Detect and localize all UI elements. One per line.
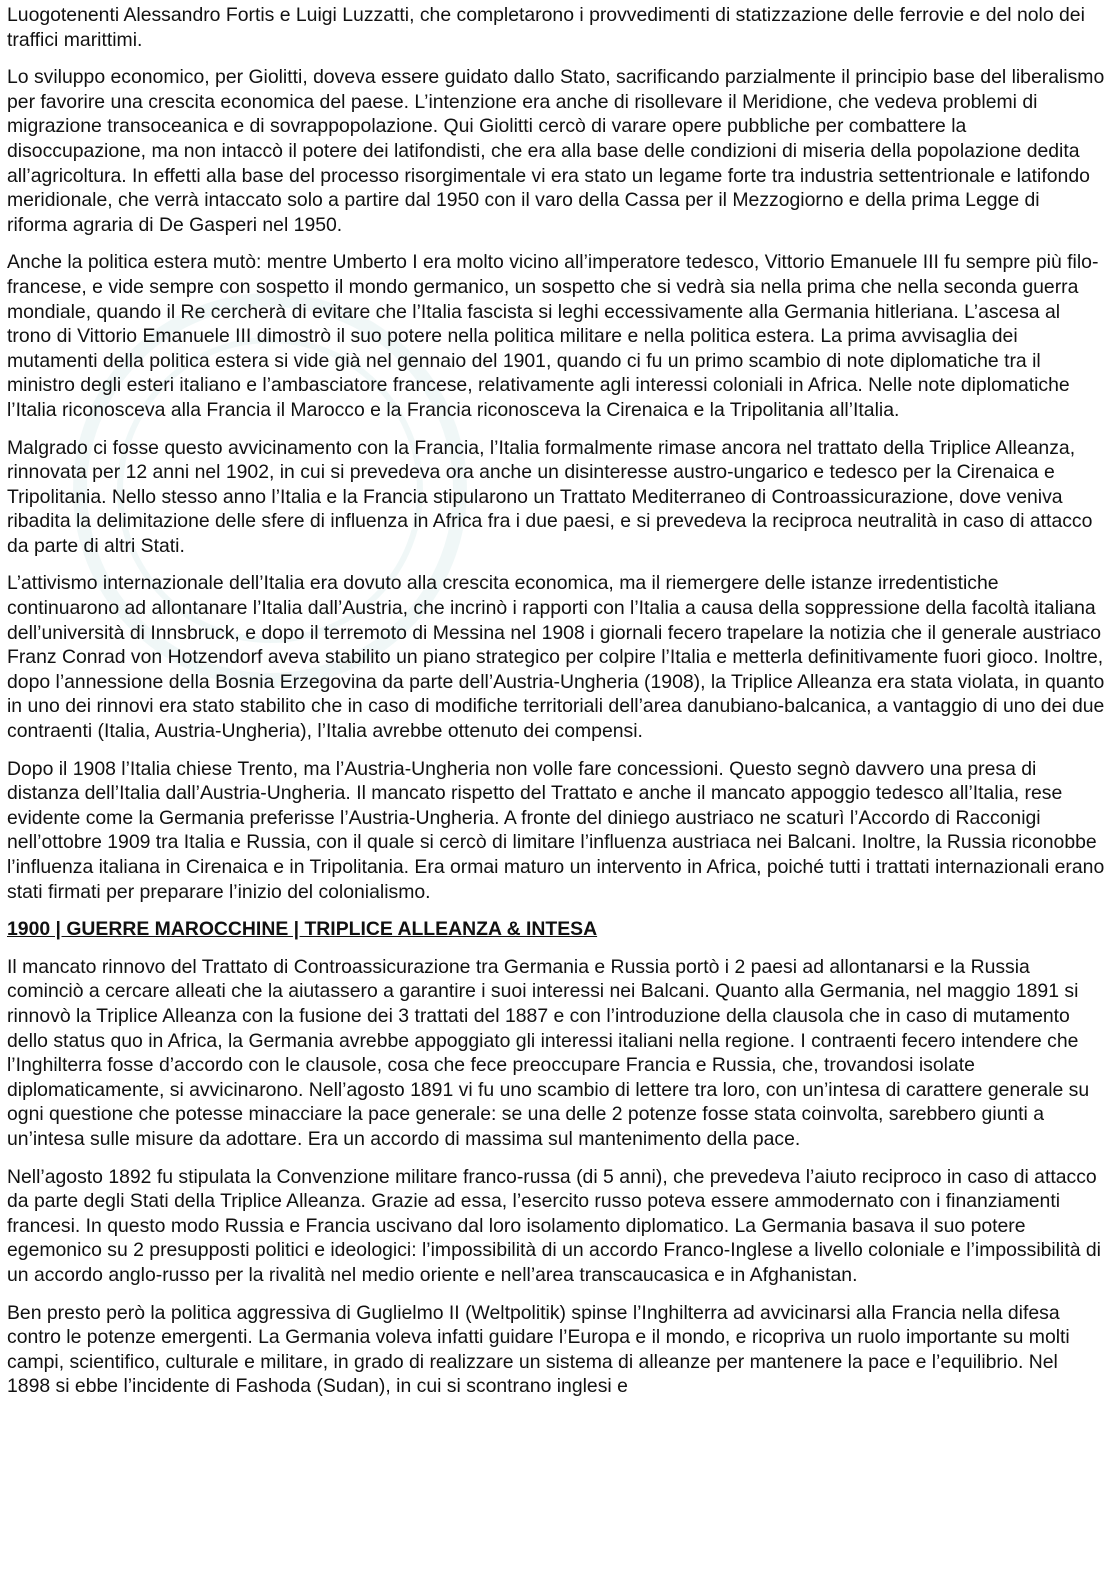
paragraph-6: Dopo il 1908 l’Italia chiese Trento, ma l’Austria-Ungheria non volle fare concessioni. Questo segnò davvero una presa di distanza dell’Italia dall’Austria-Ungheria. Il mancato rispetto del Trattato e anche il mancato appoggio tedesco all’Italia, rese evidente come la Germania preferisse l’Austria-Ungheria. A fronte del diniego austriaco ne scaturì l’Accordo di Racconigi nell’ottobre 1909 tra Italia e Russia, con il quale si cercò di limitare l’influenza austriaca nei Balcani. Inoltre, la Russia riconobbe l’influenza italiana in Cirenaica e in Tripolitania. Era ormai maturo un intervento in Africa, poiché tutti i trattati internazionali erano stati firmati per preparare l’inizio del colonialismo. <box>7 757 1105 903</box>
paragraph-8: Nell’agosto 1892 fu stipulata la Convenzione militare franco-russa (di 5 anni), che prevedeva l’aiuto reciproco in caso di attacco da parte degli Stati della Triplice Alleanza. Grazie ad essa, l’esercito russo poteva essere ammodernato con i finanziamenti francesi. In questo modo Russia e Francia uscivano dal loro isolamento diplomatico. La Germania basava il suo potere egemonico su 2 presupposti politici e ideologici: l’impossibilità di un accordo Franco-Inglese a livello coloniale e l’impossibilità di un accordo anglo-russo per la rivalità nel medio oriente e nell’area transcaucasica e in Afghanistan. <box>7 1165 1101 1286</box>
paragraph-2: Lo sviluppo economico, per Giolitti, doveva essere guidato dallo Stato, sacrificando parzialmente il principio base del liberalismo per favorire una crescita economica del paese. L’intenzione era anche di risollevare il Meridione, che vedeva problemi di migrazione transoceanica e di sovrappopolazione. Qui Giolitti cercò di varare opere pubbliche per combattere la disoccupazione, ma non intaccò il potere dei latifondisti, che era alla base delle condizioni di miseria della popolazione dedita all’agricoltura. In effetti alla base del processo risorgimentale vi era stato un legame forte tra industria settentrionale e latifondo meridionale, che verrà intaccato solo a partire dal 1950 con il varo della Cassa per il Mezzogiorno e della prima Legge di riforma agraria di De Gasperi nel 1950. <box>7 66 1105 236</box>
paragraph-4: Malgrado ci fosse questo avvicinamento con la Francia, l’Italia formalmente rimase ancora nel trattato della Triplice Alleanza, rinnovata per 12 anni nel 1902, in cui si prevedeva ora anche un disinteresse austro-ungarico e tedesco per la Cirenaica e Tripolitania. Nello stesso anno l’Italia e la Francia stipularono un Trattato Mediterraneo di Controassicurazione, dove veniva ribadita la delimitazione delle sfere di influenza in Africa fra i due paesi, e si prevedeva la reciproca neutralità in caso di attacco da parte di altri Stati. <box>7 436 1093 557</box>
paragraph-1: Luogotenenti Alessandro Fortis e Luigi Luzzatti, che completarono i provvedimenti di statizzazione delle ferrovie e del nolo dei traffici marittimi. <box>7 4 1085 51</box>
paragraph-3: Anche la politica estera mutò: mentre Umberto I era molto vicino all’imperatore tedesco, Vittorio Emanuele III fu sempre più filo-francese, e vide sempre con sospetto il mondo germanico, un sospetto che si vedrà sia nella prima che nella seconda guerra mondiale, quando il Re cercherà di evitare che l’Italia fascista si leghi eccessivamente alla Germania hitleriana. L’ascesa al trono di Vittorio Emanuele III dimostrò il suo potere nella politica militare e nella politica estera. La prima avvisaglia dei mutamenti della politica estera si vide già nel gennaio del 1901, quando ci fu un primo scambio di note diplomatiche tra il ministro degli esteri italiano e l’ambasciatore francese, relativamente agli interessi coloniali in Africa. Nelle note diplomatiche l’Italia riconosceva alla Francia il Marocco e la Francia riconosceva la Cirenaica e la Tripolitania all’Italia. <box>7 251 1099 421</box>
document-page <box>7 0 1105 1412</box>
section-heading: 1900 | GUERRE MAROCCHINE | TRIPLICE ALLEANZA & INTESA <box>7 918 598 941</box>
paragraph-9: Ben presto però la politica aggressiva di Guglielmo II (Weltpolitik) spinse l’Inghilterra ad avvicinarsi alla Francia nella difesa contro le potenze emergenti. La Germania voleva infatti guidare l’Europa e il mondo, e ricopriva un ruolo importante su molti campi, scientifico, culturale e militare, in grado di realizzare un sistema di alleanze per mantenere la pace e l’equilibrio. Nel 1898 si ebbe l’incidente di Fashoda (Sudan), in cui si scontrano inglesi e <box>7 1301 1070 1398</box>
paragraph-7: Il mancato rinnovo del Trattato di Controassicurazione tra Germania e Russia portò i 2 paesi ad allontanarsi e la Russia cominciò a cercare alleati che la aiutassero a garantire i suoi interessi nei Balcani. Quanto alla Germania, nel maggio 1891 si rinnovò la Triplice Alleanza con la fusione dei 3 trattati del 1887 e con l’introduzione della clausola che in caso di mutamento dello status quo in Africa, la Germania avrebbe appoggiato gli interessi italiani nella regione. I contraenti fecero intendere che l’Inghilterra fosse d’accordo con le clausole, cosa che fece preoccupare Francia e Russia, che, trovandosi isolate diplomaticamente, si avvicinarono. Nell’agosto 1891 vi fu uno scambio di lettere tra loro, con un’intesa di carattere generale su ogni questione che potesse minacciare la pace generale: se una delle 2 potenze fosse stata coinvolta, sarebbero giunti a un’intesa sulle misure da adottare. Era un accordo di massima sul mantenimento della pace. <box>7 955 1090 1150</box>
paragraph-5: L’attivismo internazionale dell’Italia era dovuto alla crescita economica, ma il riemergere delle istanze irredentistiche continuarono ad allontanare l’Italia dall’Austria, che incrinò i rapporti con l’Italia a causa della soppressione della facoltà italiana dell’università di Innsbruck, e dopo il terremoto di Messina nel 1908 i giornali fecero trapelare la notizia che il generale austriaco Franz Conrad von Hotzendorf aveva stabilito un piano strategico per colpire l’Italia e metterla definitivamente fuori gioco. Inoltre, dopo l’annessione della Bosnia Erzegovina da parte dell’Austria-Ungheria (1908), la Triplice Alleanza era stata violata, in quanto in uno dei rinnovi era stato stabilito che in caso di modifiche territoriali dell’area danubiano-balcanica, a vantaggio di uno dei due contraenti (Italia, Austria-Ungheria), l’Italia avrebbe ottenuto dei compensi. <box>7 572 1105 743</box>
